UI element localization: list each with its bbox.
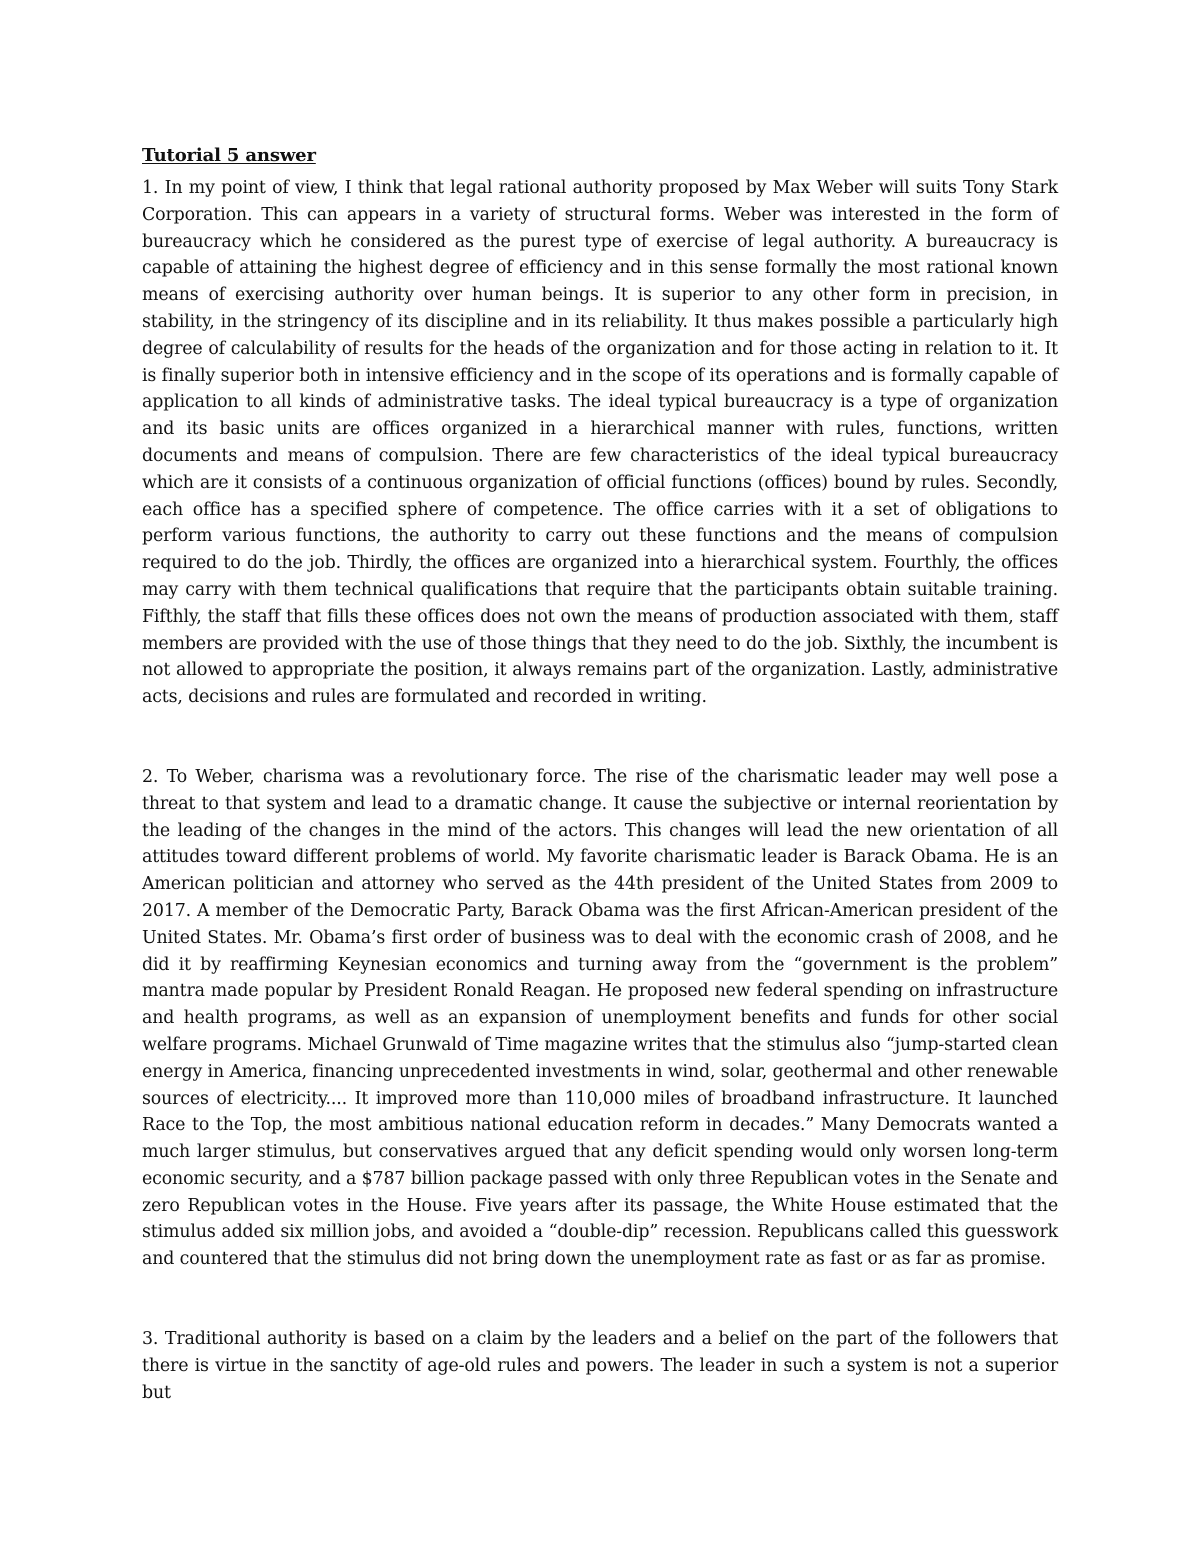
paragraph-2: 2. To Weber, charisma was a revolutionary force. The rise of the charismatic leader may well pose a threat to that system and lead to a dramatic change. It cause the subjective or internal reorientation by the leading of the changes in the mind of the actors. This changes will lead the new orientation of all attitudes toward different problems of world. My favorite charismatic leader is Barack Obama. He is an American politician and attorney who served as the 44th president of the United States from 2009 to 2017. A member of the Democratic Party, Barack Obama was the first African-American president of the United States. Mr. Obama’s first order of business was to deal with the economic crash of 2008, and he did it by reaffirming Keynesian economics and turning away from the “government is the problem” mantra made popular by President Ronald Reagan. He proposed new federal spending on infrastructure and health programs, as well as an expansion of unemployment benefits and funds for other social welfare programs. Michael Grunwald of Time magazine writes that the stimulus also “jump-started clean energy in America, financing unprecedented investments in wind, solar, geothermal and other renewable sources of electricity.... It improved more than 110,000 miles of broadband infrastructure. It launched Race to the Top, the most ambitious national education reform in decades.” Many Democrats wanted a much larger stimulus, but conservatives argued that any deficit spending would only worsen long-term economic security, and a $787 billion package passed with only three Republican votes in the Senate and zero Republican votes in the House. Five years after its passage, the White House estimated that the stimulus added six million jobs, and avoided a “double-dip” recession. Republicans called this guesswork and countered that the stimulus did not bring down the unemployment rate as fast or as far as promise.	[142, 766, 1058, 1270]
document-title: Tutorial 5 answer	[142, 145, 316, 166]
paragraph-3: 3. Traditional authority is based on a claim by the leaders and a belief on the part of the followers that there is virtue in the sanctity of age-old rules and powers. The leader in such a system is not a superior but	[142, 1329, 1058, 1403]
paragraph-1: 1. In my point of view, I think that legal rational authority proposed by Max Weber will suits Tony Stark Corporation. This can appears in a variety of structural forms. Weber was interested in the form of bureaucracy which he considered as the purest type of exercise of legal authority. A bureaucracy is capable of attaining the highest degree of efficiency and in this sense formally the most rational known means of exercising authority over human beings. It is superior to any other form in precision, in stability, in the stringency of its discipline and in its reliability. It thus makes possible a particularly high degree of calculability of results for the heads of the organization and for those acting in relation to it. It is finally superior both in intensive efficiency and in the scope of its operations and is formally capable of application to all kinds of administrative tasks. The ideal typical bureaucracy is a type of organization and its basic units are offices organized in a hierarchical manner with rules, functions, written documents and means of compulsion. There are few characteristics of the ideal typical bureaucracy which are it consists of a continuous organization of official functions (offices) bound by rules. Secondly, each office has a specified sphere of competence. The office carries with it a set of obligations to perform various functions, the authority to carry out these functions and the means of compulsion required to do the job. Thirdly, the offices are organized into a hierarchical system. Fourthly, the offices may carry with them technical qualifications that require that the participants obtain suitable training. Fifthly, the staff that fills these offices does not own the means of production associated with them, staff members are provided with the use of those things that they need to do the job. Sixthly, the incumbent is not allowed to appropriate the position, it always remains part of the organization. Lastly, administrative acts, decisions and rules are formulated and recorded in writing.	[142, 178, 1058, 708]
document-body	[142, 143, 1058, 1406]
